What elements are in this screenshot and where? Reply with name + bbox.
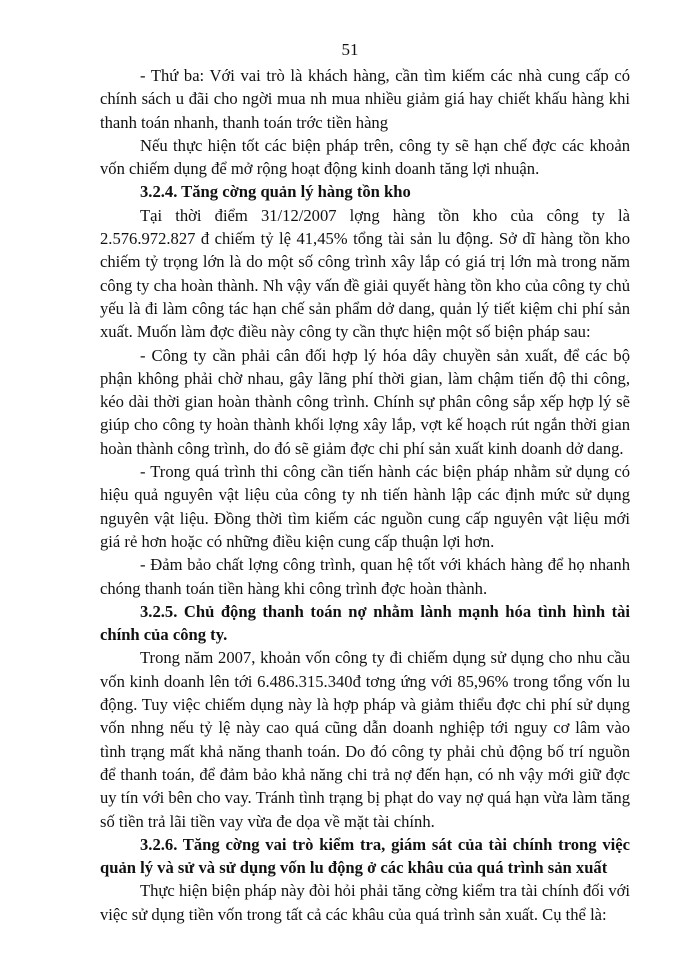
paragraph-materials: - Trong quá trình thi công cần tiến hành các biện pháp nhằm sử dụng có hiệu quả nguyên vật liệu của công ty nh tiến hành lập các định mức sử dụng nguyên vật liệu. Đồng thời tìm kiếm các nguồn cung cấp nguyên vật liệu mới giá rẻ hơn hoặc có những điều kiện cung cấp thuận lợi hơn. (100, 462, 630, 551)
paragraph-limit-appropriated-capital: Nếu thực hiện tốt các biện pháp trên, công ty sẽ hạn chế đợc các khoản vốn chiếm dụng để mở rộng hoạt động kinh doanh tăng lợi nhuận. (100, 135, 630, 179)
paragraph-production-line: - Công ty cần phải cân đối hợp lý hóa dây chuyền sản xuất, để các bộ phận không phải chờ nhau, gây lãng phí thời gian, làm chậm tiến độ thi công, kéo dài thời gian hoàn thành công trình. Chính sự phân công sắp xếp hợp lý sẽ giúp cho công ty hoàn thành khối lợng xây lắp, vợt kế hoạch rút ngắn thời gian hoàn thành công trình, do đó sẽ giảm đợc chi phí sản xuất kinh doanh dở dang. (100, 345, 630, 458)
paragraph-debt-payment: Trong năm 2007, khoản vốn công ty đi chiếm dụng sử dụng cho nhu cầu vốn kinh doanh lên tới 6.486.315.340đ tơng ứng với 85,96% trong tổng vốn lu động. Tuy việc chiếm dụng này là hợp pháp và giảm thiểu đợc chi phí sử dụng vốn nhng nếu tỷ lệ này cao quá cũng dẫn doanh nghiệp tới nguy cơ lâm vào tình trạng mất khả năng thanh toán. Do đó công ty phải chủ động bố trí nguồn để thanh toán, để đảm bảo khả năng chi trả nợ đến hạn, có nh vậy mới giữ đợc uy tín với bên cho vay. Tránh tình trạng bị phạt do vay nợ quá hạn vừa làm tăng số tiền trả lãi tiền vay vừa đe dọa về mặt tài chính. (100, 648, 630, 831)
heading-3-2-5: 3.2.5. Chủ động thanh toán nợ nhằm lành mạnh hóa tình hình tài chính của công ty. (100, 601, 630, 645)
paragraph-inventory-status: Tại thời điểm 31/12/2007 lợng hàng tồn kho của công ty là 2.576.972.827 đ chiếm tỷ lệ 41,45% tổng tài sản lu động. Sở dĩ hàng tồn kho chiếm tỷ trọng lớn là do một số công trình xây lắp có giá trị lớn mà trong năm công ty cha hoàn thành. Nh vậy vấn đề giải quyết hàng tồn kho của công ty chủ yếu là đi làm công tác hạn chế sản phẩm dở dang, quản lý tiết kiệm chi phí sản xuất. Muốn làm đợc điều này công ty cần thực hiện một số biện pháp sau: (100, 205, 630, 342)
page-body (100, 64, 630, 926)
paragraph-quality: - Đảm bảo chất lợng công trình, quan hệ tốt với khách hàng để họ nhanh chóng thanh toán tiền hàng khi công trình đợc hoàn thành. (100, 555, 630, 598)
heading-3-2-4: 3.2.4. Tăng cờng quản lý hàng tồn kho (140, 182, 411, 202)
paragraph-supplier-policy: - Thứ ba: Với vai trò là khách hàng, cần tìm kiếm các nhà cung cấp có chính sách u đãi cho ngời mua nh mua nhiều giảm giá hay chiết khấu hàng khi thanh toán nhanh, thanh toán trớc tiền hàng (100, 66, 630, 132)
page-number: 51 (341, 40, 359, 59)
heading-3-2-6: 3.2.6. Tăng cờng vai trò kiểm tra, giám sát của tài chính trong việc quản lý và sử và sử dụng vốn lu động ở các khâu của quá trình sản xuất (100, 834, 630, 878)
paragraph-financial-control: Thực hiện biện pháp này đòi hỏi phải tăng cờng kiểm tra tài chính đối với việc sử dụng tiền vốn trong tất cả các khâu của quá trình sản xuất. Cụ thể là: (100, 881, 630, 924)
